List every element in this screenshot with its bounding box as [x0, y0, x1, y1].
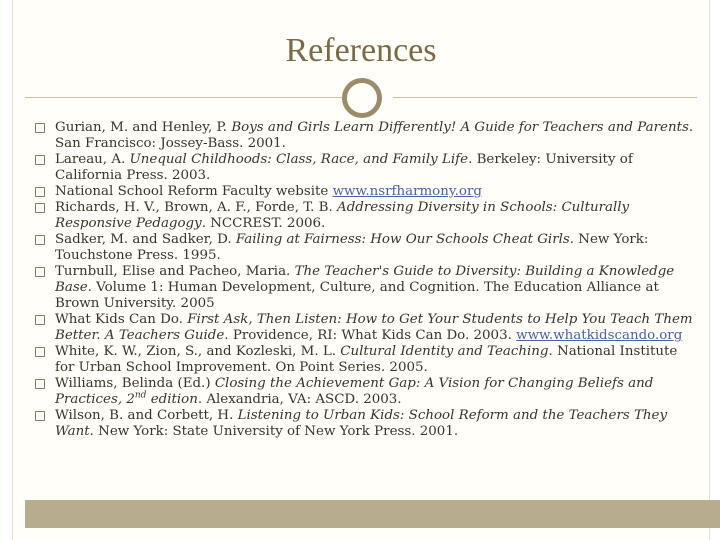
- reference-details: . Berkeley: University of California Press. 2003.: [55, 152, 633, 183]
- slide: [12, 0, 710, 540]
- reference-authors: Wilson, B. and Corbett, H.: [55, 408, 238, 423]
- reference-item: [35, 344, 700, 376]
- reference-authors: Williams, Belinda (Ed.): [55, 376, 215, 391]
- reference-authors: National School Reform Faculty website: [55, 184, 333, 199]
- reference-details: . National Institute for Urban School Improvement. On Point Series. 2005.: [55, 344, 678, 375]
- reference-item: [35, 264, 700, 312]
- reference-details: . Alexandria, VA: ASCD. 2003.: [197, 392, 402, 407]
- checkbox-bullet-icon: [35, 379, 45, 389]
- reference-item: [35, 408, 700, 440]
- reference-title: The Teacher's Guide to Diversity: Building a Knowledge Base: [55, 264, 675, 295]
- slide-title: References: [285, 32, 437, 69]
- reference-title: Cultural Identity and Teaching: [340, 344, 549, 359]
- reference-item: [35, 184, 700, 200]
- reference-link[interactable]: www.whatkidscando.org: [516, 328, 683, 343]
- reference-title: Addressing Diversity in Schools: Culturally Responsive Pedagogy: [55, 200, 630, 231]
- footer-bar: [25, 500, 720, 528]
- reference-authors: Lareau, A.: [55, 152, 130, 167]
- checkbox-bullet-icon: [35, 235, 45, 245]
- checkbox-bullet-icon: [35, 347, 45, 357]
- reference-details: . Volume 1: Human Development, Culture, and Cognition. The Education Alliance at Brown University. 2005: [55, 280, 659, 311]
- reference-title-cont: edition: [146, 392, 198, 407]
- reference-item: [35, 232, 700, 264]
- reference-title: First Ask, Then Listen: How to Get Your Students to Help You Teach Them Better. A Teachers Guide: [55, 312, 693, 343]
- reference-title: Unequal Childhoods: Class, Race, and Family Life: [129, 152, 469, 167]
- reference-authors: Turnbull, Elise and Pacheo, Maria.: [55, 264, 295, 279]
- reference-item: [35, 312, 700, 344]
- checkbox-bullet-icon: [35, 411, 45, 421]
- checkbox-bullet-icon: [35, 315, 45, 325]
- reference-authors: White, K. W., Zion, S., and Kozleski, M. L.: [55, 344, 341, 359]
- reference-item: [35, 200, 700, 232]
- reference-superscript: nd: [134, 390, 147, 401]
- reference-details: . NCCREST. 2006.: [201, 216, 326, 231]
- reference-details: . San Francisco: Jossey-Bass. 2001.: [55, 120, 694, 151]
- checkbox-bullet-icon: [35, 203, 45, 213]
- checkbox-bullet-icon: [35, 267, 45, 277]
- reference-authors: Sadker, M. and Sadker, D.: [55, 232, 236, 247]
- checkbox-bullet-icon: [35, 123, 45, 133]
- reference-title: Closing the Achievement Gap: A Vision for Changing Beliefs and Practices, 2: [55, 376, 654, 407]
- reference-details: . New York: State University of New York Press. 2001.: [89, 424, 459, 439]
- checkbox-bullet-icon: [35, 155, 45, 165]
- reference-authors: Gurian, M. and Henley, P.: [55, 120, 232, 135]
- circle-ornament: [342, 78, 382, 118]
- reference-item: [35, 376, 700, 408]
- reference-details: . Providence, RI: What Kids Can Do. 2003.: [224, 328, 517, 343]
- divider-left: [25, 97, 351, 98]
- checkbox-bullet-icon: [35, 187, 45, 197]
- reference-title: Listening to Urban Kids: School Reform and the Teachers They Want: [55, 408, 668, 439]
- reference-link[interactable]: www.nsrfharmony.org: [332, 184, 482, 199]
- reference-item: [35, 120, 700, 152]
- reference-item: [35, 152, 700, 184]
- divider-right: [393, 97, 697, 98]
- reference-list: [35, 120, 700, 440]
- reference-title: Failing at Fairness: How Our Schools Cheat Girls: [235, 232, 570, 247]
- reference-details: . New York: Touchstone Press. 1995.: [55, 232, 649, 263]
- reference-title: Boys and Girls Learn Differently! A Guide for Teachers and Parents: [231, 120, 689, 135]
- reference-authors: Richards, H. V., Brown, A. F., Forde, T. B.: [55, 200, 338, 215]
- reference-authors: What Kids Can Do.: [55, 312, 188, 327]
